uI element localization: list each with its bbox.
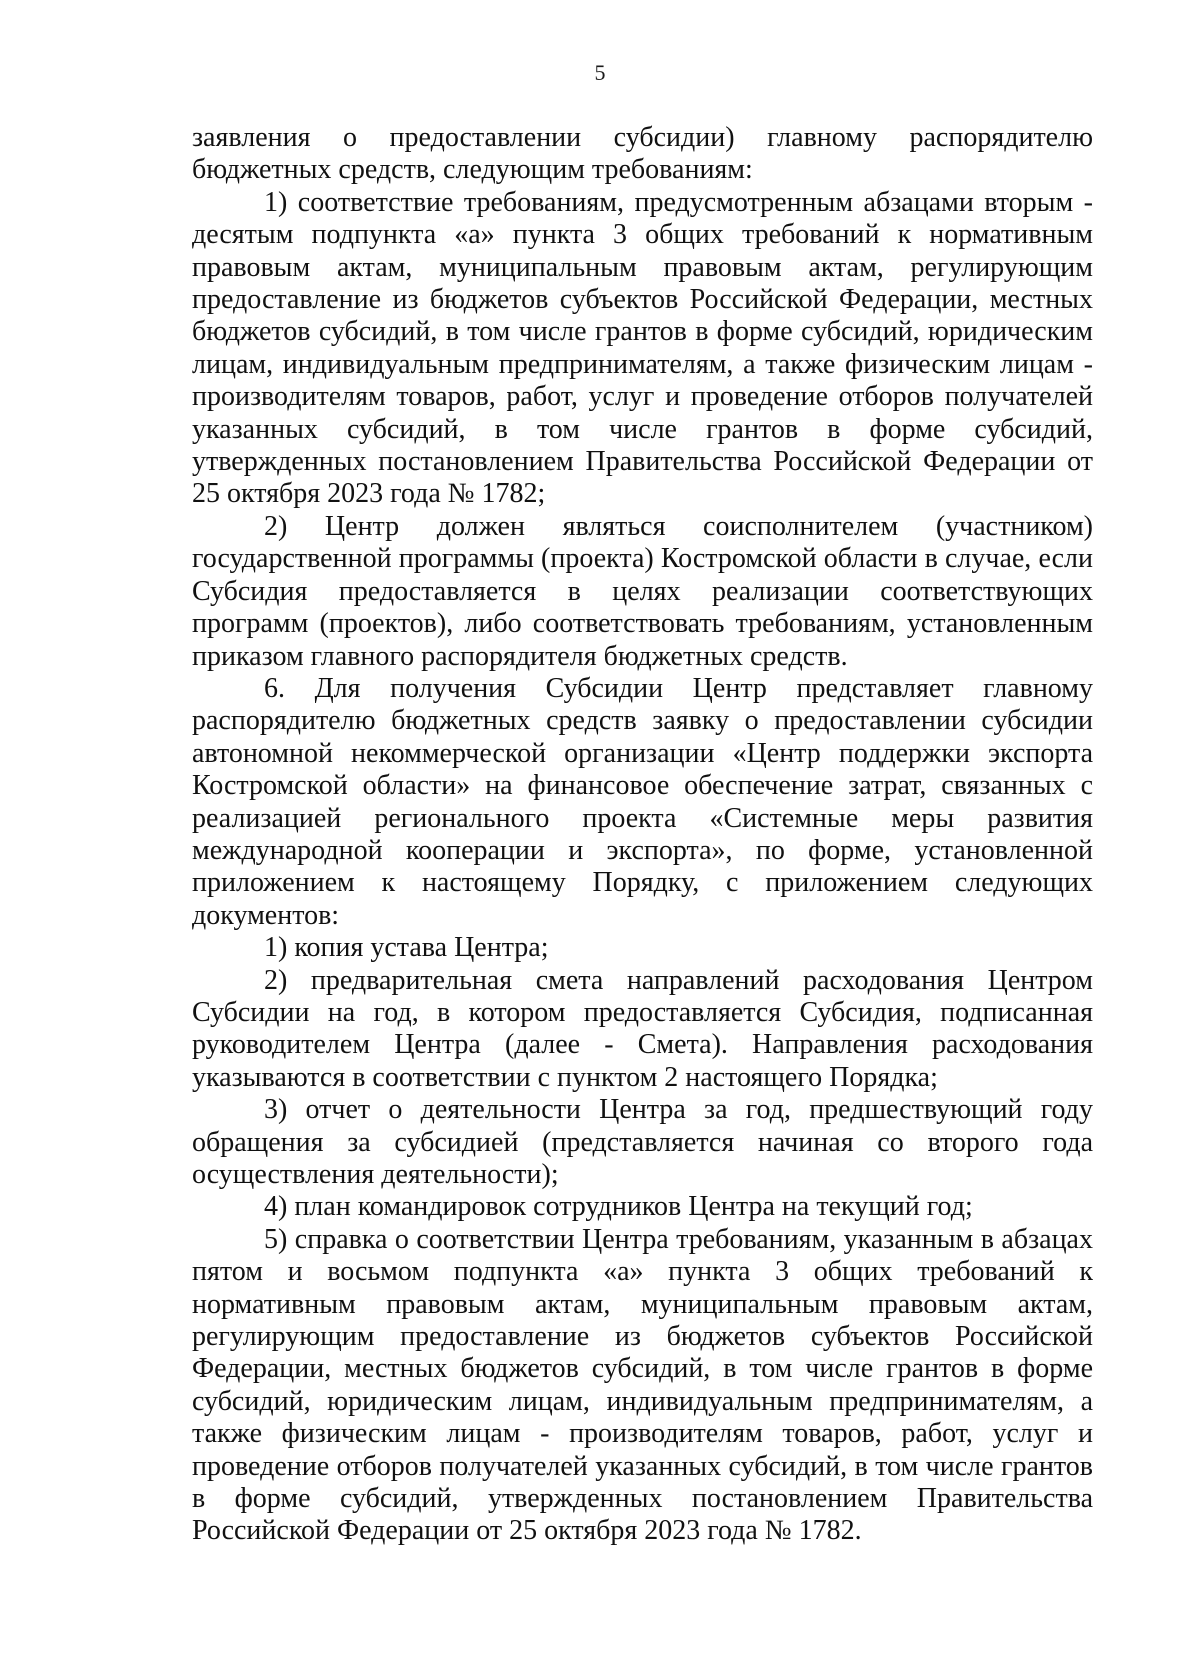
paragraph-document-3: 3) отчет о деятельности Центра за год, предшествующий году обращения за субсидией (представляется начиная со второго года осуществления деятельности); bbox=[192, 1094, 1093, 1190]
paragraph-requirement-1: 1) соответствие требованиям, предусмотренным абзацами вторым - десятым подпункта «а» пункта 3 общих требований к нормативным правовым актам, муниципальным правовым актам, регулирующим предоставление из бюджетов субъектов Российской Федерации, местных бюджетов субсидий, в том числе грантов в форме субсидий, юридическим лицам, индивидуальным предпринимателям, а также физическим лицам - производителям товаров, работ, услуг и проведение отборов получателей указанных субсидий, в том числе грантов в форме субсидий, утвержденных постановлением Правительства Российской Федерации от 25 октября 2023 года № 1782; bbox=[192, 186, 1093, 510]
paragraph-document-4: 4) план командировок сотрудников Центра на текущий год; bbox=[264, 1191, 973, 1223]
paragraph-requirement-2: 2) Центр должен являться соисполнителем (участником) государственной программы (проекта) Костромской области в случае, если Субсидия предоставляется в целях реализации соответствующих программ (проектов), либо соответствовать требованиям, установленным приказом главного распорядителя бюджетных средств. bbox=[192, 510, 1093, 672]
paragraph-document-1: 1) копия устава Центра; bbox=[264, 932, 549, 964]
paragraph-document-2: 2) предварительная смета направлений расходования Центром Субсидии на год, в котором предоставляется Субсидия, подписанная руководителем Центра (далее - Смета). Направления расходования указываются в соответствии с пунктом 2 настоящего Порядка; bbox=[192, 964, 1093, 1093]
paragraph-clause-6: 6. Для получения Субсидии Центр представляет главному распорядителю бюджетных средств заявку о предоставлении субсидии автономной некоммерческой организации «Центр поддержки экспорта Костромской области» на финансовое обеспечение затрат, связанных с реализацией регионального проекта «Системные меры развития международной кооперации и экспорта», по форме, установленной приложением к настоящему Порядку, с приложением следующих документов: bbox=[192, 672, 1093, 931]
paragraph-document-5: 5) справка о соответствии Центра требованиям, указанным в абзацах пятом и восьмом подпункта «а» пункта 3 общих требований к нормативным правовым актам, муниципальным правовым актам, регулирующим предоставление из бюджетов субъектов Российской Федерации, местных бюджетов субсидий, в том числе грантов в форме субсидий, юридическим лицам, индивидуальным предпринимателям, а также физическим лицам - производителям товаров, работ, услуг и проведение отборов получателей указанных субсидий, в том числе грантов в форме субсидий, утвержденных постановлением Правительства Российской Федерации от 25 октября 2023 года № 1782. bbox=[192, 1223, 1093, 1547]
paragraph-continuation: заявления о предоставлении субсидии) главному распорядителю бюджетных средств, следующим требованиям: bbox=[192, 122, 1093, 186]
page-number: 5 bbox=[594, 60, 606, 85]
document-body bbox=[192, 122, 1093, 1548]
